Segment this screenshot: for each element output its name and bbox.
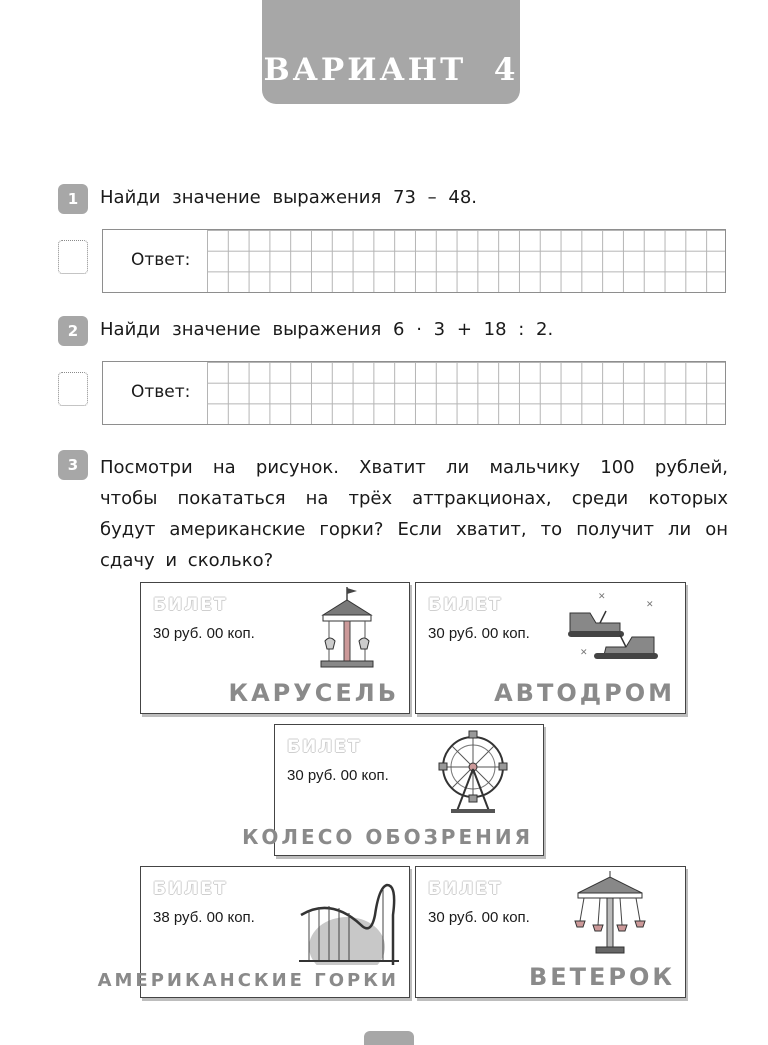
ticket-name: КОЛЕСО ОБОЗРЕНИЯ [242, 825, 533, 849]
task-1-answer-grid[interactable] [207, 230, 725, 292]
ticket-header: БИЛЕТ [287, 737, 362, 757]
ticket-price: 30 руб. 00 коп. [153, 625, 255, 642]
ticket-header: БИЛЕТ [153, 879, 228, 899]
task-2-answer-box[interactable] [102, 361, 726, 425]
ticket-price: 30 руб. 00 коп. [428, 625, 530, 642]
ticket-price: 30 руб. 00 коп. [287, 767, 389, 784]
task-1-number-badge: 1 [58, 184, 88, 214]
task-1-answer-label: Ответ: [131, 250, 191, 270]
roller-coaster-icon [299, 875, 399, 965]
ticket-roller-coaster [97, 866, 410, 998]
ticket-price: 30 руб. 00 коп. [428, 909, 530, 926]
svg-text:✕: ✕ [646, 600, 654, 610]
task-1-text: Найди значение выражения 73 – 48. [100, 187, 478, 208]
ferris-wheel-icon [437, 729, 509, 815]
task-3-number-badge: 3 [58, 450, 88, 480]
ticket-bumper-cars [415, 582, 686, 714]
carousel-icon [317, 585, 377, 673]
svg-text:✕: ✕ [580, 648, 588, 658]
ticket-ferris-wheel [242, 724, 544, 856]
task-2-score-box[interactable] [58, 372, 88, 406]
ticket-swing-ride [415, 866, 686, 998]
variant-title: ВАРИАНТ 4 [263, 52, 519, 88]
task-2-number-badge: 2 [58, 316, 88, 346]
ticket-name: АВТОДРОМ [494, 679, 675, 707]
ticket-name: КАРУСЕЛЬ [228, 679, 399, 707]
task-2-text: Найди значение выражения 6 · 3 + 18 : 2. [100, 319, 554, 340]
page-number-tab [364, 1031, 414, 1045]
variant-header [262, 0, 520, 104]
ticket-header: БИЛЕТ [153, 595, 228, 615]
task-1-answer-box[interactable] [102, 229, 726, 293]
ticket-carousel [140, 582, 410, 714]
ticket-name: ВЕТЕРОК [528, 963, 675, 991]
ticket-header: БИЛЕТ [428, 595, 503, 615]
ticket-header: БИЛЕТ [428, 879, 503, 899]
bumper-cars-icon [566, 589, 666, 671]
task-1-score-box[interactable] [58, 240, 88, 274]
task-2-answer-grid[interactable] [207, 362, 725, 424]
task-2-answer-label: Ответ: [131, 382, 191, 402]
ticket-price: 38 руб. 00 коп. [153, 909, 255, 926]
swing-ride-icon [574, 871, 646, 957]
task-3-text: Посмотри на рисунок. Хватит ли мальчику 100 рублей, чтобы покататься на трёх аттракционах, среди которых будут американские горки? Если хватит, то получит ли он сдачу и сколько? [100, 457, 728, 571]
ticket-name: АМЕРИКАНСКИЕ ГОРКИ [97, 970, 399, 991]
svg-text:✕: ✕ [598, 592, 606, 602]
